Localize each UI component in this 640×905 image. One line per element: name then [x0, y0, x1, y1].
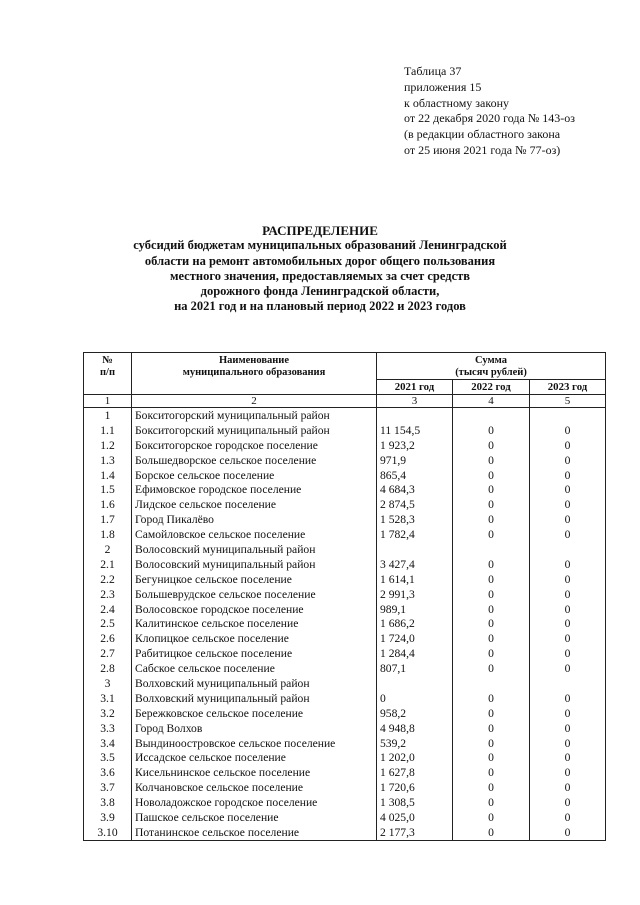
table-row — [84, 810, 606, 825]
header-year-2021: 2021 год — [377, 380, 453, 395]
amount-2021: 1 528,3 — [377, 512, 453, 527]
table-row — [84, 825, 606, 840]
row-number: 3.9 — [84, 810, 132, 825]
amount-2021: 1 614,1 — [377, 572, 453, 587]
amount-2023: 0 — [530, 765, 606, 780]
amount-2023 — [530, 676, 606, 691]
document-title — [0, 223, 640, 315]
row-number: 3.5 — [84, 750, 132, 765]
header-name-line1: Наименование — [219, 355, 289, 366]
amount-2022: 0 — [453, 646, 530, 661]
municipality-name: Город Волхов — [132, 721, 377, 736]
header-name-line2: муниципального образования — [182, 367, 326, 378]
column-number: 1 — [84, 395, 132, 408]
row-number: 1.8 — [84, 527, 132, 542]
municipality-name: Волосовский муниципальный район — [132, 542, 377, 557]
header-year-2023: 2023 год — [530, 380, 606, 395]
header-sum — [377, 353, 606, 380]
row-number: 3.3 — [84, 721, 132, 736]
table-row — [84, 438, 606, 453]
amount-2021: 2 991,3 — [377, 587, 453, 602]
table-row — [84, 676, 606, 691]
row-number: 1.2 — [84, 438, 132, 453]
amount-2023: 0 — [530, 572, 606, 587]
table-row — [84, 423, 606, 438]
amount-2023: 0 — [530, 438, 606, 453]
table-row — [84, 527, 606, 542]
table-row — [84, 616, 606, 631]
amount-2022: 0 — [453, 482, 530, 497]
amount-2022: 0 — [453, 795, 530, 810]
amount-2022: 0 — [453, 810, 530, 825]
amount-2022: 0 — [453, 631, 530, 646]
municipality-name: Город Пикалёво — [132, 512, 377, 527]
municipality-name: Бегуницкое сельское поселение — [132, 572, 377, 587]
amount-2023: 0 — [530, 810, 606, 825]
municipality-name: Новоладожское городское поселение — [132, 795, 377, 810]
municipality-name: Бокситогорское городское поселение — [132, 438, 377, 453]
amount-2023: 0 — [530, 602, 606, 617]
table-row — [84, 736, 606, 751]
municipality-name: Волховский муниципальный район — [132, 676, 377, 691]
municipality-name: Бокситогорский муниципальный район — [132, 423, 377, 438]
municipality-name: Бережковское сельское поселение — [132, 706, 377, 721]
header-note — [404, 64, 575, 159]
amount-2023: 0 — [530, 468, 606, 483]
row-number: 3.10 — [84, 825, 132, 840]
header-no — [84, 353, 132, 395]
table-row — [84, 646, 606, 661]
amount-2023 — [530, 542, 606, 557]
amount-2023: 0 — [530, 646, 606, 661]
amount-2021: 4 025,0 — [377, 810, 453, 825]
municipality-name: Самойловское сельское поселение — [132, 527, 377, 542]
row-number: 3.8 — [84, 795, 132, 810]
amount-2023: 0 — [530, 721, 606, 736]
amount-2022 — [453, 408, 530, 423]
row-number: 1 — [84, 408, 132, 423]
municipality-name: Волосовское городское поселение — [132, 602, 377, 617]
table-row — [84, 408, 606, 423]
row-number: 3.7 — [84, 780, 132, 795]
table-row — [84, 542, 606, 557]
amount-2022: 0 — [453, 557, 530, 572]
amount-2022: 0 — [453, 706, 530, 721]
amount-2021: 971,9 — [377, 453, 453, 468]
subsidy-table — [83, 352, 606, 841]
column-number: 5 — [530, 395, 606, 408]
row-number: 1.3 — [84, 453, 132, 468]
amount-2022: 0 — [453, 616, 530, 631]
row-number: 3.1 — [84, 691, 132, 706]
table-row — [84, 631, 606, 646]
amount-2021: 2 177,3 — [377, 825, 453, 840]
table-row — [84, 721, 606, 736]
table-row — [84, 497, 606, 512]
row-number: 1.1 — [84, 423, 132, 438]
table-row — [84, 706, 606, 721]
header-year-2022: 2022 год — [453, 380, 530, 395]
amount-2023: 0 — [530, 706, 606, 721]
header-note-line: от 22 декабря 2020 года № 143-оз — [404, 111, 576, 126]
header-name — [132, 353, 377, 395]
amount-2022 — [453, 676, 530, 691]
row-number: 2.8 — [84, 661, 132, 676]
amount-2021: 1 308,5 — [377, 795, 453, 810]
municipality-name: Иссадское сельское поселение — [132, 750, 377, 765]
municipality-name: Большедворское сельское поселение — [132, 453, 377, 468]
amount-2023: 0 — [530, 750, 606, 765]
row-number: 3 — [84, 676, 132, 691]
table-body — [84, 408, 606, 841]
municipality-name: Вындиноостровское сельское поселение — [132, 736, 377, 751]
amount-2021: 958,2 — [377, 706, 453, 721]
table-row — [84, 795, 606, 810]
row-number: 3.2 — [84, 706, 132, 721]
title-line: на 2021 год и на плановый период 2022 и 2023 годов — [174, 299, 466, 314]
amount-2023: 0 — [530, 795, 606, 810]
amount-2021: 1 923,2 — [377, 438, 453, 453]
amount-2021 — [377, 408, 453, 423]
header-sum-line2: (тысяч рублей) — [455, 367, 527, 378]
amount-2022 — [453, 542, 530, 557]
amount-2021: 1 686,2 — [377, 616, 453, 631]
municipality-name: Борское сельское поселение — [132, 468, 377, 483]
amount-2021: 4 948,8 — [377, 721, 453, 736]
municipality-name: Колчановское сельское поселение — [132, 780, 377, 795]
amount-2021: 1 782,4 — [377, 527, 453, 542]
row-number: 2.2 — [84, 572, 132, 587]
amount-2023: 0 — [530, 661, 606, 676]
table-row — [84, 750, 606, 765]
table-row — [84, 572, 606, 587]
amount-2021: 1 627,8 — [377, 765, 453, 780]
table-header — [84, 353, 606, 408]
amount-2021 — [377, 676, 453, 691]
amount-2023: 0 — [530, 691, 606, 706]
row-number: 2.5 — [84, 616, 132, 631]
amount-2021: 11 154,5 — [377, 423, 453, 438]
amount-2021: 1 284,4 — [377, 646, 453, 661]
amount-2021: 3 427,4 — [377, 557, 453, 572]
header-note-line: от 25 июня 2021 года № 77-оз) — [404, 142, 561, 157]
municipality-name: Калитинское сельское поселение — [132, 616, 377, 631]
table-row — [84, 468, 606, 483]
amount-2022: 0 — [453, 453, 530, 468]
amount-2021: 539,2 — [377, 736, 453, 751]
column-number: 3 — [377, 395, 453, 408]
title-line: субсидий бюджетам муниципальных образований Ленинградской — [133, 238, 507, 253]
amount-2022: 0 — [453, 512, 530, 527]
municipality-name: Бокситогорский муниципальный район — [132, 408, 377, 423]
header-sum-line1: Сумма — [475, 355, 507, 366]
amount-2022: 0 — [453, 721, 530, 736]
amount-2021: 1 720,6 — [377, 780, 453, 795]
amount-2023: 0 — [530, 497, 606, 512]
row-number: 3.6 — [84, 765, 132, 780]
amount-2023: 0 — [530, 825, 606, 840]
table-row — [84, 765, 606, 780]
amount-2023: 0 — [530, 587, 606, 602]
header-note-line: Таблица 37 — [404, 64, 462, 78]
amount-2023: 0 — [530, 780, 606, 795]
amount-2021: 1 202,0 — [377, 750, 453, 765]
amount-2022: 0 — [453, 572, 530, 587]
amount-2021: 4 684,3 — [377, 482, 453, 497]
header-no-line1: № — [102, 355, 113, 366]
amount-2023: 0 — [530, 423, 606, 438]
municipality-name: Пашское сельское поселение — [132, 810, 377, 825]
amount-2022: 0 — [453, 765, 530, 780]
municipality-name: Потанинское сельское поселение — [132, 825, 377, 840]
title-line: местного значения, предоставляемых за счет средств — [169, 268, 471, 283]
amount-2022: 0 — [453, 780, 530, 795]
amount-2021: 989,1 — [377, 602, 453, 617]
amount-2023 — [530, 408, 606, 423]
table-row — [84, 482, 606, 497]
title-line: области на ремонт автомобильных дорог общего пользования — [144, 253, 496, 268]
amount-2022: 0 — [453, 423, 530, 438]
amount-2023: 0 — [530, 453, 606, 468]
row-number: 2 — [84, 542, 132, 557]
municipality-name: Большеврудское сельское поселение — [132, 587, 377, 602]
amount-2021: 0 — [377, 691, 453, 706]
table-row — [84, 780, 606, 795]
table-row — [84, 602, 606, 617]
row-number: 2.7 — [84, 646, 132, 661]
amount-2023: 0 — [530, 557, 606, 572]
amount-2023: 0 — [530, 527, 606, 542]
row-number: 2.1 — [84, 557, 132, 572]
amount-2023: 0 — [530, 512, 606, 527]
amount-2023: 0 — [530, 736, 606, 751]
column-number: 2 — [132, 395, 377, 408]
header-no-line2: п/п — [99, 367, 116, 378]
municipality-name: Ефимовское городское поселение — [132, 482, 377, 497]
column-number: 4 — [453, 395, 530, 408]
table-row — [84, 557, 606, 572]
row-number: 1.7 — [84, 512, 132, 527]
row-number: 3.4 — [84, 736, 132, 751]
amount-2022: 0 — [453, 736, 530, 751]
row-number: 2.4 — [84, 602, 132, 617]
municipality-name: Рабитицкое сельское поселение — [132, 646, 377, 661]
amount-2022: 0 — [453, 587, 530, 602]
header-note-line: к областному закону — [404, 95, 510, 110]
municipality-name: Лидское сельское поселение — [132, 497, 377, 512]
table-row — [84, 512, 606, 527]
row-number: 1.4 — [84, 468, 132, 483]
row-number: 2.6 — [84, 631, 132, 646]
amount-2022: 0 — [453, 527, 530, 542]
amount-2023: 0 — [530, 482, 606, 497]
amount-2021: 2 874,5 — [377, 497, 453, 512]
amount-2023: 0 — [530, 631, 606, 646]
amount-2022: 0 — [453, 661, 530, 676]
amount-2021: 1 724,0 — [377, 631, 453, 646]
table-row — [84, 661, 606, 676]
municipality-name: Волосовский муниципальный район — [132, 557, 377, 572]
header-note-line: приложения 15 — [404, 79, 482, 94]
amount-2022: 0 — [453, 438, 530, 453]
title-line: дорожного фонда Ленинградской области, — [200, 284, 440, 299]
amount-2022: 0 — [453, 602, 530, 617]
table-row — [84, 587, 606, 602]
amount-2022: 0 — [453, 691, 530, 706]
municipality-name: Сабское сельское поселение — [132, 661, 377, 676]
amount-2021: 865,4 — [377, 468, 453, 483]
title-main: РАСПРЕДЕЛЕНИЕ — [262, 223, 378, 238]
municipality-name: Кисельнинское сельское поселение — [132, 765, 377, 780]
amount-2022: 0 — [453, 825, 530, 840]
municipality-name: Волховский муниципальный район — [132, 691, 377, 706]
amount-2023: 0 — [530, 616, 606, 631]
row-number: 1.5 — [84, 482, 132, 497]
amount-2021: 807,1 — [377, 661, 453, 676]
amount-2022: 0 — [453, 497, 530, 512]
amount-2021 — [377, 542, 453, 557]
header-note-line: (в редакции областного закона — [404, 127, 561, 142]
table-row — [84, 453, 606, 468]
municipality-name: Клопицкое сельское поселение — [132, 631, 377, 646]
row-number: 1.6 — [84, 497, 132, 512]
row-number: 2.3 — [84, 587, 132, 602]
table-row — [84, 691, 606, 706]
amount-2022: 0 — [453, 750, 530, 765]
amount-2022: 0 — [453, 468, 530, 483]
